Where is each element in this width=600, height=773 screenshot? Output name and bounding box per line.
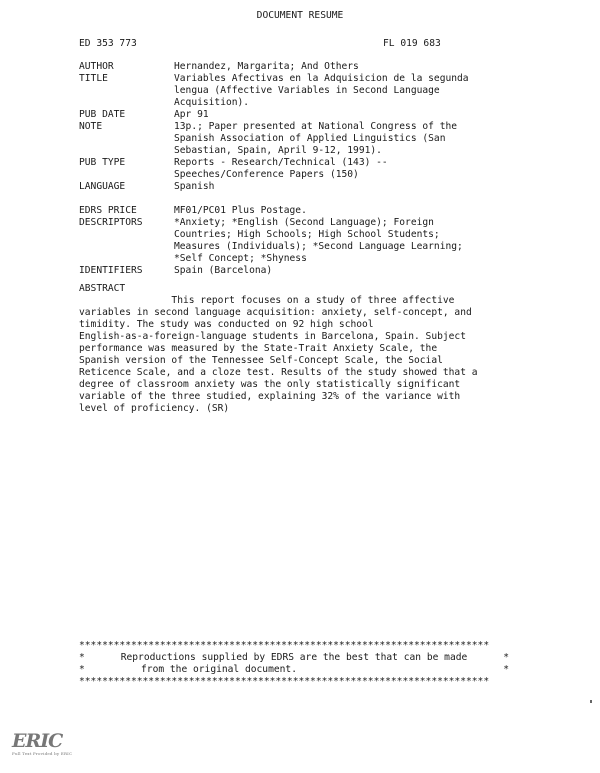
reproduction-line (79, 652, 509, 664)
star-border-bottom: *********************************************************************** (79, 676, 490, 687)
field-line: lengua (Affective Variables in Second Language (174, 85, 440, 96)
abstract-line: degree of classroom anxiety was the only statistically significant (79, 379, 461, 390)
field-language (79, 181, 469, 193)
field-author (79, 61, 469, 73)
field-value (174, 205, 307, 217)
field-edrs-price (79, 205, 469, 217)
field-label: DESCRIPTORS (79, 217, 143, 228)
field-label: AUTHOR (79, 61, 114, 72)
field-line: Variables Afectivas en la Adquisicion de la segunda (174, 73, 469, 84)
reproduction-line (79, 664, 509, 676)
field-pub-type (79, 157, 469, 181)
bibliographic-fields (79, 61, 469, 277)
scan-mark (590, 700, 592, 703)
field-line: Spanish (174, 181, 215, 192)
field-value (174, 265, 272, 277)
field-line: Spain (Barcelona) (174, 265, 273, 276)
field-label: PUB DATE (79, 109, 126, 120)
field-note (79, 121, 469, 157)
abstract-line: Spanish version of the Tennessee Self-Concept Scale, the Social (79, 355, 443, 366)
field-line: Apr 91 (174, 109, 209, 120)
field-line: Reports - Research/Technical (143) -- (174, 157, 388, 168)
field-label: IDENTIFIERS (79, 265, 143, 276)
eric-logo-mark: ERIC (12, 730, 63, 752)
abstract-line: This report focuses on a study of three affective (79, 295, 455, 306)
field-value (174, 109, 209, 121)
field-value (174, 73, 469, 109)
abstract-line: variable of the three studied, explaining 32% of the variance with (79, 391, 461, 402)
field-label: LANGUAGE (79, 181, 126, 192)
field-line: *Anxiety; *English (Second Language); Foreign (174, 217, 434, 228)
field-line: Spanish Association of Applied Linguistics (San (174, 133, 446, 144)
abstract-label: ABSTRACT (79, 283, 126, 294)
abstract-line: performance was measured by the State-Trait Anxiety Scale, the (79, 343, 438, 354)
field-label: TITLE (79, 73, 108, 84)
field-value (174, 157, 388, 181)
field-identifiers (79, 265, 469, 277)
field-title (79, 73, 469, 109)
abstract-line: English-as-a-foreign-language students in Barcelona, Spain. Subject (79, 331, 466, 342)
document-resume-heading: DOCUMENT RESUME (256, 10, 344, 21)
field-value (174, 181, 214, 193)
abstract-line: level of proficiency. (SR) (79, 403, 230, 414)
field-line: Measures (Individuals); *Second Language Learning; (174, 241, 463, 252)
field-label: PUB TYPE (79, 157, 126, 168)
reproduction-notice (79, 652, 509, 676)
field-line: MF01/PC01 Plus Postage. (174, 205, 307, 216)
star-right: * (503, 664, 509, 675)
eric-logo-subtitle: Full Text Provided by ERIC (12, 751, 73, 756)
ed-document-number: ED 353 773 (79, 38, 137, 49)
abstract-body (79, 295, 478, 415)
abstract-line: variables in second language acquisition: anxiety, self-concept, and (79, 307, 472, 318)
field-line: Speeches/Conference Papers (150) (174, 169, 359, 180)
eric-logo (12, 732, 72, 756)
abstract-line: Reticence Scale, and a cloze test. Results of the study showed that a (79, 367, 478, 378)
field-value (174, 61, 359, 73)
abstract-line: timidity. The study was conducted on 92 high school (79, 319, 374, 330)
field-line: Countries; High Schools; High School Students; (174, 229, 440, 240)
field-line: *Self Concept; *Shyness (174, 253, 307, 264)
field-line: Sebastian, Spain, April 9-12, 1991). (174, 145, 382, 156)
field-descriptors (79, 217, 469, 265)
field-line: 13p.; Paper presented at National Congress of the (174, 121, 458, 132)
field-line: Hernandez, Margarita; And Others (174, 61, 359, 72)
star-left: * (79, 652, 85, 663)
star-left: * (79, 664, 85, 675)
field-value (174, 121, 457, 157)
field-label: EDRS PRICE (79, 205, 137, 216)
field-label: NOTE (79, 121, 103, 132)
field-line: Acquisition). (174, 97, 250, 108)
star-border-top: *********************************************************************** (79, 640, 490, 651)
fl-document-code: FL 019 683 (383, 38, 441, 49)
reproduction-text: Reproductions supplied by EDRS are the best that can be made (120, 652, 468, 663)
star-right: * (503, 652, 509, 663)
field-pub-date (79, 109, 469, 121)
field-value (174, 217, 463, 265)
reproduction-text: from the original document. (141, 664, 297, 675)
